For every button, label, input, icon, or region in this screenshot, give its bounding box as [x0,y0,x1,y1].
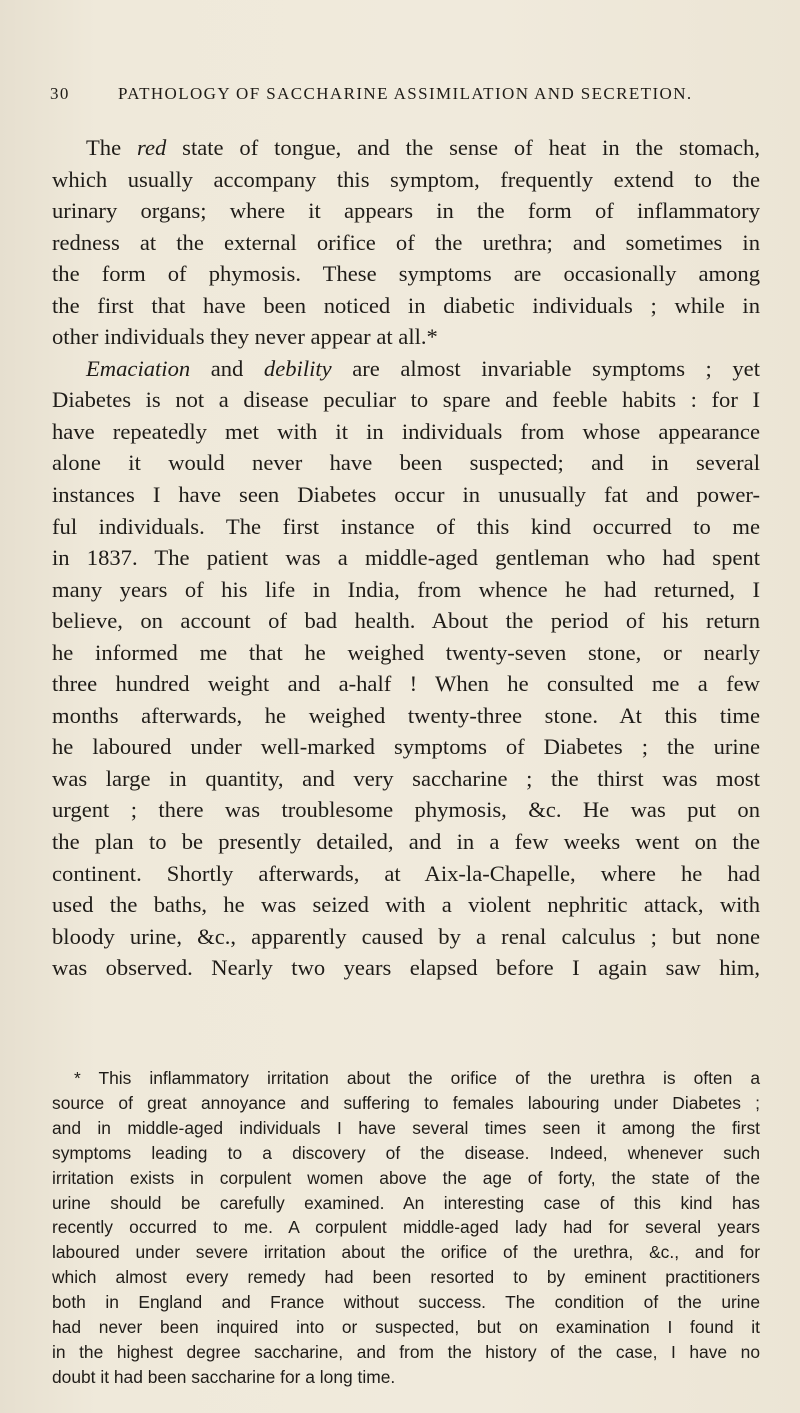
text-line: was large in quantity, and very saccharine ; the thirst was most [52,765,760,791]
text-line: was observed. Nearly two years elapsed before I again saw him, [52,955,760,981]
emphasis: debility [263,355,332,381]
text-line: many years of his life in India, from whence he had returned, I [52,576,760,602]
footnote-line: had never been inquired into or suspected, but on examination I found it [52,1317,760,1338]
text-line: redness at the external orifice of the urethra; and sometimes in [52,229,760,255]
text-line: bloody urine, &c., apparently caused by a renal calculus ; but none [52,923,760,949]
text-line: used the baths, he was seized with a violent nephritic attack, with [52,892,760,918]
footnote-line: source of great annoyance and suffering to females labouring under Diabetes ; [52,1092,760,1113]
text-line: Diabetes is not a disease peculiar to spare and feeble habits : for I [52,387,760,413]
text-line: other individuals they never appear at all.* [52,324,438,350]
emphasis: Emaciation [86,355,191,381]
footnote-line: * This inflammatory irritation about the orifice of the urethra is often a [74,1068,760,1088]
text-line: he laboured under well-marked symptoms of Diabetes ; the urine [52,734,760,760]
page-number: 30 [50,84,70,103]
text-line: instances I have seen Diabetes occur in unusually fat and power- [52,482,760,508]
footnote-line: and in middle-aged individuals I have several times seen it among the first [52,1117,760,1138]
footnote-line: doubt it had been saccharine for a long time. [52,1366,396,1387]
footnote-line: urine should be carefully examined. An interesting case of this kind has [52,1192,760,1213]
text-line: alone it would never have been suspected; and in several [52,450,760,476]
text-line: in 1837. The patient was a middle-aged gentleman who had spent [52,545,760,571]
text-line: believe, on account of bad health. About the period of his return [52,608,760,634]
text-line: urgent ; there was troublesome phymosis, &c. He was put on [52,797,760,823]
text-line: have repeatedly met with it in individuals from whose appearance [52,418,760,444]
text-line: Emaciation and debility are almost invariable symptoms ; yet [86,355,760,381]
body-text [52,132,760,984]
text-line: ful individuals. The first instance of this kind occurred to me [52,513,760,539]
running-head [50,84,750,114]
text-line: three hundred weight and a-half ! When he consulted me a few [52,671,760,697]
text-line: urinary organs; where it appears in the form of inflammatory [52,198,760,224]
footnote-line: both in England and France without success. The condition of the urine [52,1292,760,1313]
text-line: The red state of tongue, and the sense of heat in the stomach, [86,135,760,160]
footnote [52,1066,760,1390]
text-line: the plan to be presently detailed, and in a few weeks went on the [52,829,760,855]
footnote-line: in the highest degree saccharine, and from the history of the case, I have no [52,1341,760,1362]
text-line: which usually accompany this symptom, frequently extend to the [52,166,760,192]
footnote-line: which almost every remedy had been resorted to by eminent practitioners [52,1267,760,1288]
text-line: the form of phymosis. These symptoms are occasionally among [52,261,760,287]
paragraph [52,132,760,353]
text-line: the first that have been noticed in diabetic individuals ; while in [52,292,760,318]
running-title: PATHOLOGY OF SACCHARINE ASSIMILATION AND SECRETION. [118,84,693,103]
footnote-line: symptoms leading to a discovery of the disease. Indeed, whenever such [52,1142,760,1163]
text-line: months afterwards, he weighed twenty-three stone. At this time [52,702,760,728]
footnote-line: irritation exists in corpulent women above the age of forty, the state of the [52,1167,760,1188]
emphasis: red [137,135,167,160]
paragraph [52,353,760,984]
text-line: continent. Shortly afterwards, at Aix-la-Chapelle, where he had [52,860,760,886]
text-line: he informed me that he weighed twenty-seven stone, or nearly [52,639,760,665]
footnote-line: laboured under severe irritation about the orifice of the urethra, &c., and for [52,1242,760,1263]
footnote-line: recently occurred to me. A corpulent middle-aged lady had for several years [52,1217,760,1238]
